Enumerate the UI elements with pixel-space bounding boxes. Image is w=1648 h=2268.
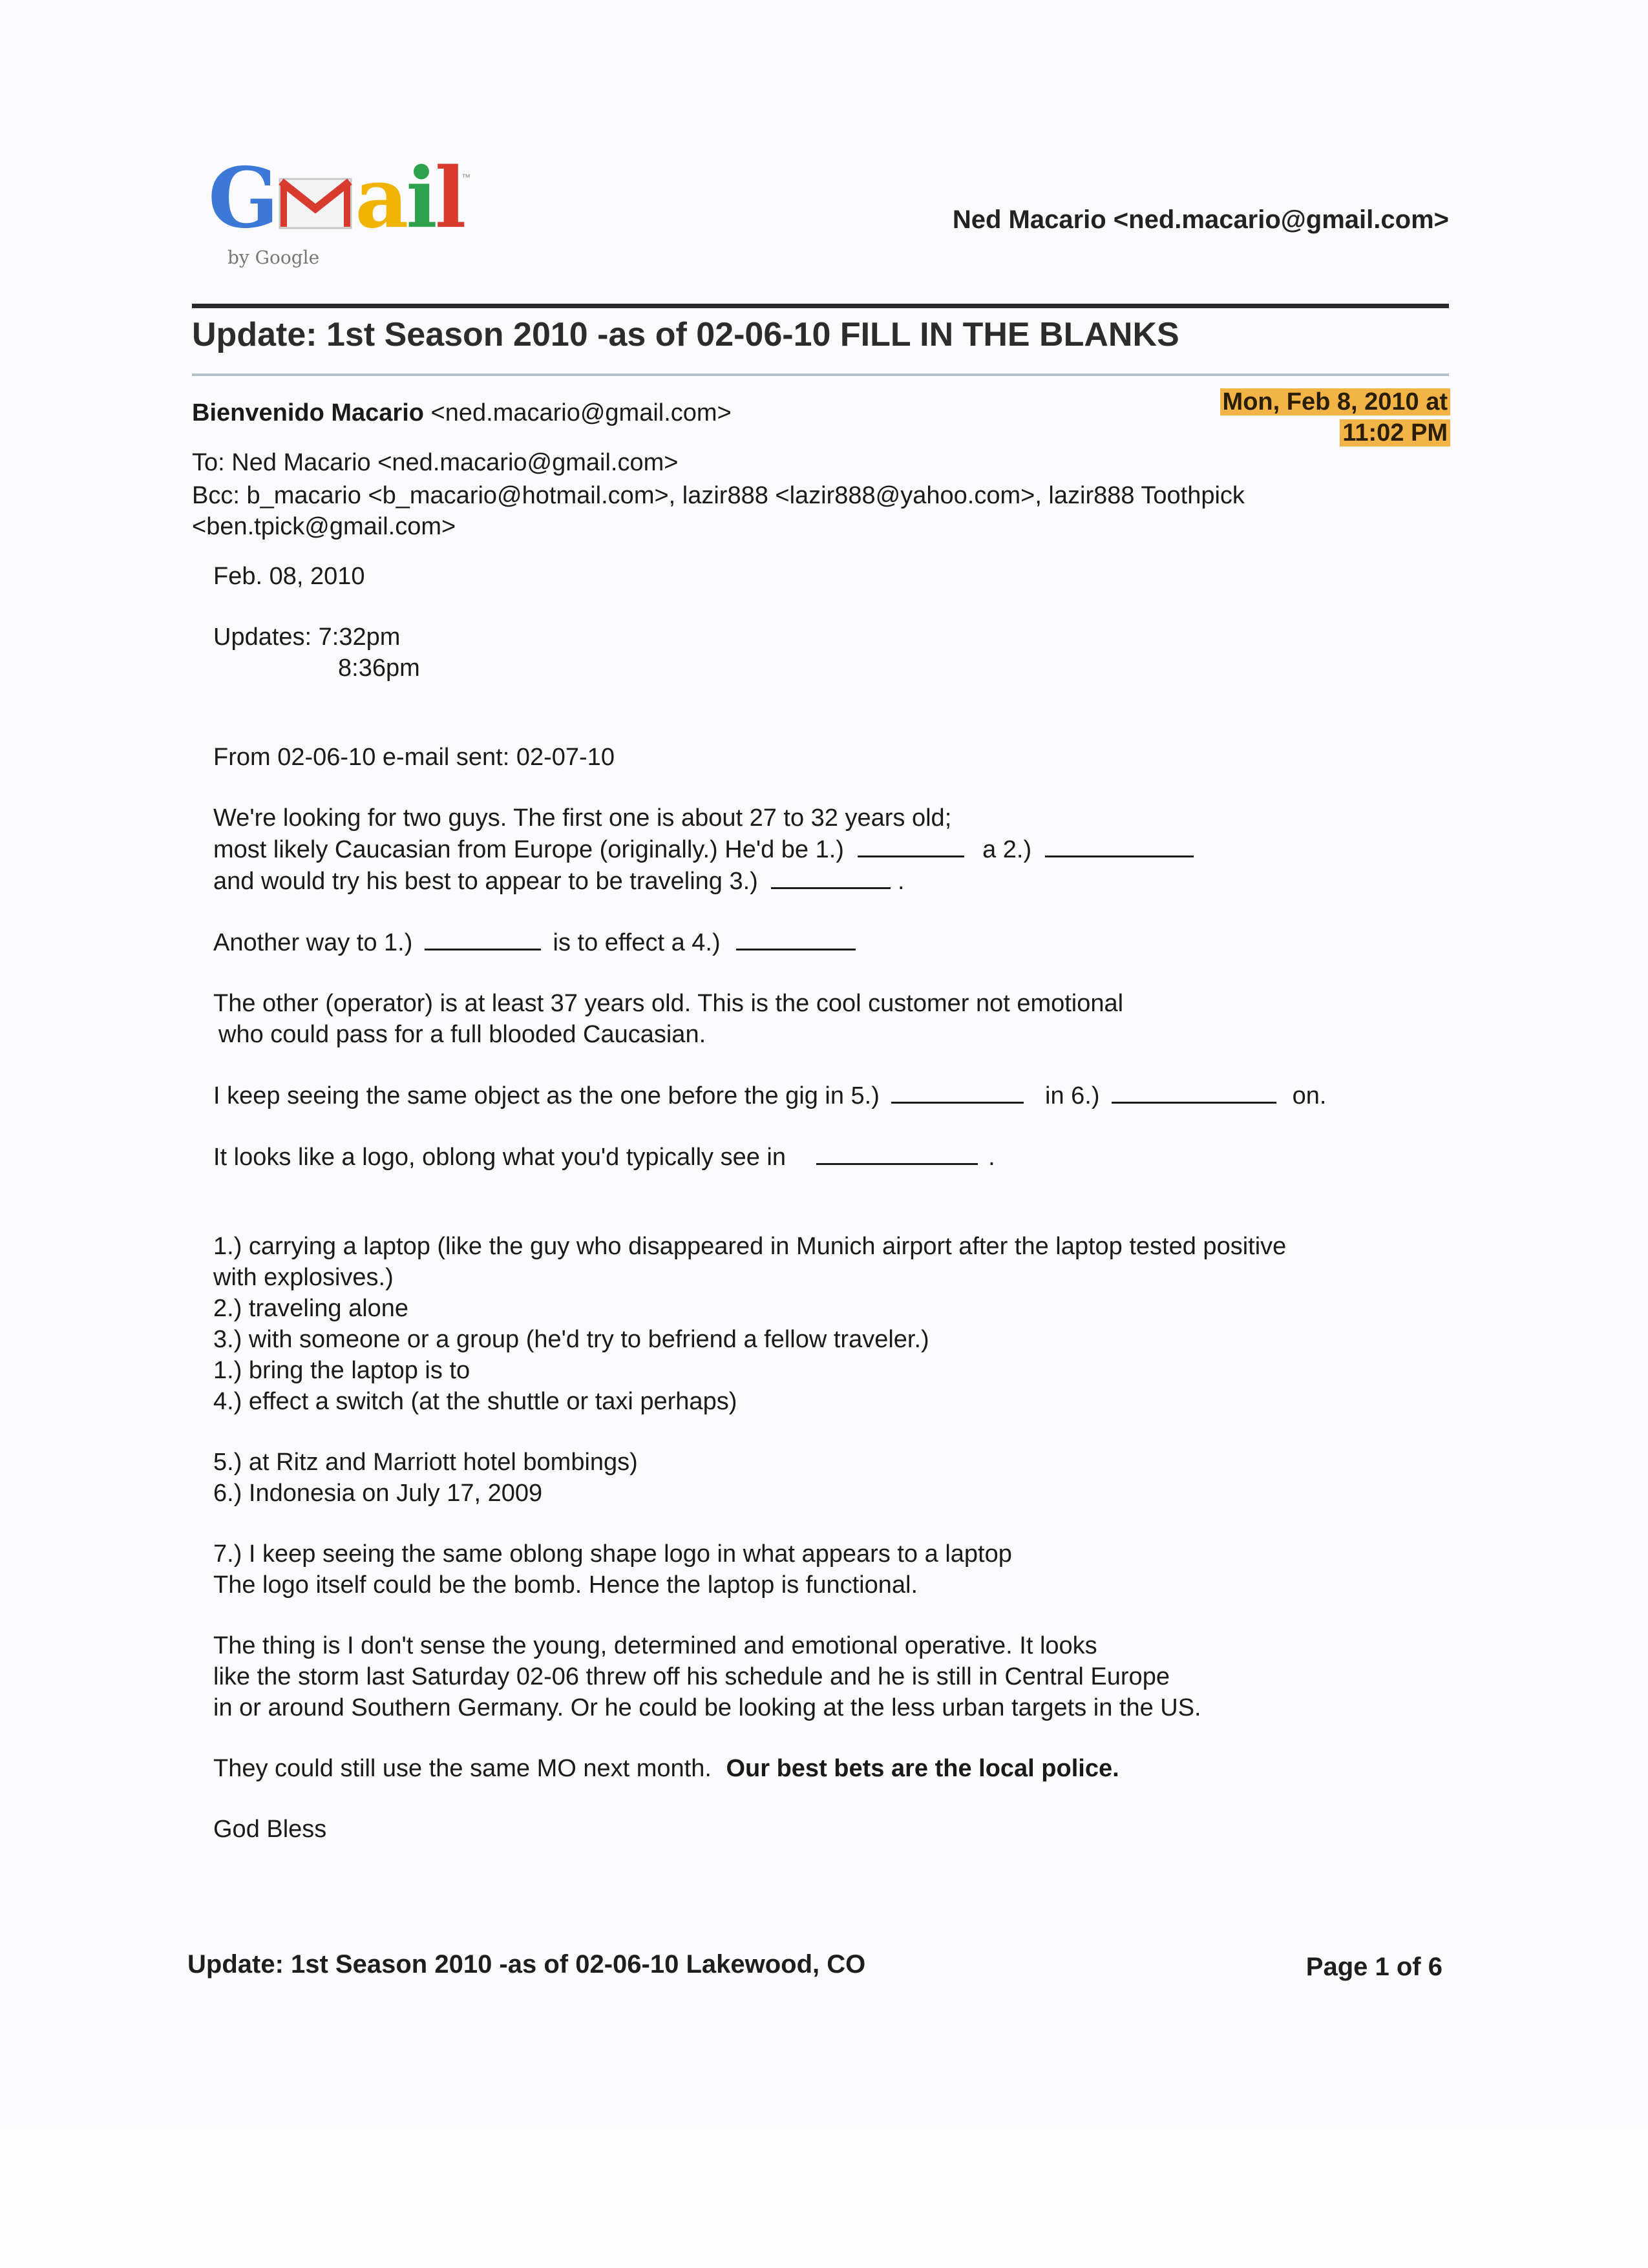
- logo-letter-l: l: [434, 150, 464, 247]
- closing: God Bless: [213, 1816, 327, 1843]
- sender-name: Bienvenido Macario: [192, 399, 424, 426]
- paragraph-2: [213, 927, 1441, 958]
- email-subject: Update: 1st Season 2010 -as of 02-06-10 FILL IN THE BLANKS: [192, 316, 1179, 353]
- bcc-recipients: Bcc: b_macario <b_macario@hotmail.com>, lazir888 <lazir888@yahoo.com>, lazir888 Toothpick <ben.tpick@gmail.com>: [192, 482, 1245, 540]
- answer-line: 6.) Indonesia on July 17, 2009: [213, 1480, 543, 1507]
- message-date: [1220, 386, 1450, 448]
- paragraph-3-line-2: who could pass for a full blooded Caucasian.: [218, 1021, 706, 1048]
- scan-margin: [0, 2126, 1648, 2268]
- p9-text: They could still use the same MO next month.: [213, 1755, 712, 1782]
- p4-text-c: on.: [1292, 1082, 1327, 1109]
- p2-text-a: Another way to 1.): [213, 929, 413, 956]
- blank-5: [736, 927, 856, 950]
- p1-l3-text: and would try his best to appear to be traveling 3.): [213, 868, 758, 895]
- logo-byline: by Google: [227, 247, 320, 268]
- message-date-line1: Mon, Feb 8, 2010 at: [1220, 388, 1450, 415]
- paragraph-1-line-3: [213, 865, 1441, 897]
- answer-line: 1.) bring the laptop is to: [213, 1357, 470, 1384]
- paragraph-7-line-1: 7.) I keep seeing the same oblong shape logo in what appears to a laptop: [213, 1540, 1012, 1568]
- answer-line: 5.) at Ritz and Marriott hotel bombings): [213, 1449, 638, 1476]
- blank-1: [858, 834, 964, 857]
- subject-divider: [192, 373, 1449, 376]
- p1-l2-text-b: a 2.): [982, 836, 1032, 863]
- paragraph-1-line-1: We're looking for two guys. The first one is about 27 to 32 years old;: [213, 804, 952, 832]
- body-date: Feb. 08, 2010: [213, 563, 365, 590]
- p5-end: .: [988, 1144, 995, 1171]
- answer-line: 3.) with someone or a group (he'd try to befriend a fellow traveler.): [213, 1326, 929, 1353]
- answer-line: 2.) traveling alone: [213, 1295, 409, 1322]
- page-number: Page 1 of 6: [1305, 1953, 1442, 1981]
- gmail-wordmark: [208, 150, 464, 247]
- logo-letter-g: G: [208, 150, 277, 247]
- email-body: [213, 561, 1441, 1845]
- paragraph-9: [213, 1753, 1441, 1784]
- sender-line: [192, 399, 732, 427]
- updates-second: 8:36pm: [338, 655, 420, 682]
- p9-bold-text: Our best bets are the local police.: [726, 1755, 1119, 1782]
- p5-text-a: It looks like a logo, oblong what you'd typically see in: [213, 1144, 786, 1171]
- paragraph-8-line-1: The thing is I don't sense the young, determined and emotional operative. It looks: [213, 1632, 1097, 1659]
- paragraph-5: [213, 1141, 1441, 1173]
- p2-text-b: is to effect a 4.): [553, 929, 721, 956]
- paragraph-1-line-2: [213, 834, 1441, 865]
- blank-6: [891, 1080, 1024, 1104]
- paragraph-4: [213, 1080, 1441, 1111]
- header-divider: [192, 304, 1449, 308]
- p1-l2-text: most likely Caucasian from Europe (originally.) He'd be 1.): [213, 836, 844, 863]
- logo-letter-a: a: [355, 150, 407, 247]
- blank-4: [425, 927, 541, 950]
- logo-letter-i: i: [406, 150, 435, 247]
- answer-line: 1.) carrying a laptop (like the guy who disappeared in Munich airport after the laptop tested positive: [213, 1233, 1287, 1260]
- from-line: From 02-06-10 e-mail sent: 02-07-10: [213, 744, 615, 771]
- trademark-mark: ™: [461, 172, 470, 182]
- blank-2: [1045, 834, 1194, 857]
- paragraph-8-line-2: like the storm last Saturday 02-06 threw off his schedule and he is still in Central Europe: [213, 1663, 1170, 1690]
- paragraph-3-line-1: The other (operator) is at least 37 years old. This is the cool customer not emotional: [213, 990, 1124, 1017]
- gmail-logo: [208, 150, 480, 279]
- paragraph-8-line-3: in or around Southern Germany. Or he could be looking at the less urban targets in the US.: [213, 1694, 1201, 1721]
- answer-line: with explosives.): [213, 1264, 394, 1291]
- sender-email: <ned.macario@gmail.com>: [430, 399, 732, 426]
- footer-title: Update: 1st Season 2010 -as of 02-06-10 Lakewood, CO: [187, 1950, 866, 1979]
- to-recipients: To: Ned Macario <ned.macario@gmail.com>: [192, 449, 679, 476]
- blank-8: [816, 1141, 978, 1165]
- p1-l3-end: .: [897, 868, 905, 895]
- blank-7: [1112, 1080, 1276, 1104]
- message-date-line2: 11:02 PM: [1340, 419, 1450, 446]
- answer-line: 4.) effect a switch (at the shuttle or taxi perhaps): [213, 1388, 737, 1415]
- account-user: Ned Macario <ned.macario@gmail.com>: [952, 205, 1449, 234]
- updates-line: Updates: 7:32pm: [213, 624, 401, 651]
- p4-text-a: I keep seeing the same object as the one before the gig in 5.): [213, 1082, 880, 1109]
- p4-text-b: in 6.): [1045, 1082, 1100, 1109]
- paragraph-7-line-2: The logo itself could be the bomb. Hence the laptop is functional.: [213, 1571, 918, 1599]
- envelope-icon: [277, 175, 354, 231]
- blank-3: [771, 865, 891, 889]
